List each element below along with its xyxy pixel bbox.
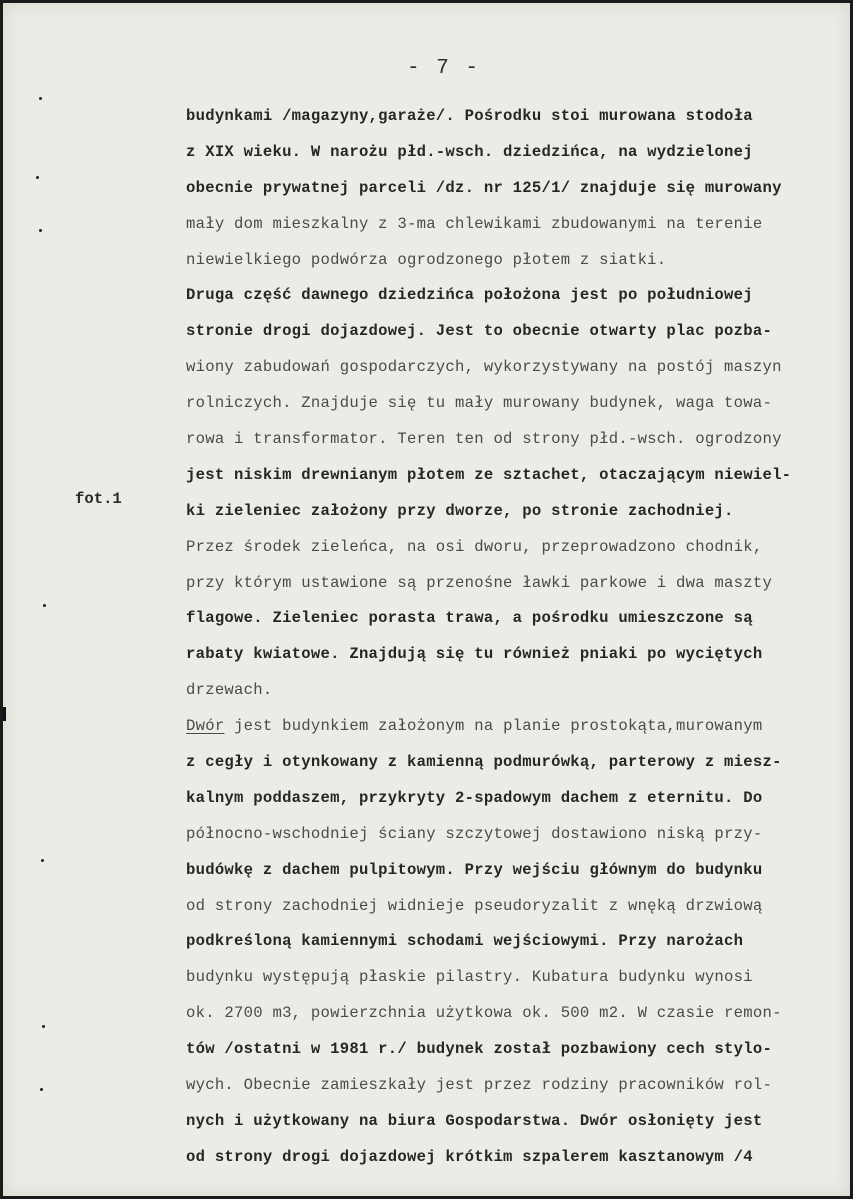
- text-line: z cegły i otynkowany z kamienną podmurówką, parterowy z miesz-: [186, 753, 782, 772]
- text-line: mały dom mieszkalny z 3-ma chlewikami zbudowanymi na terenie: [186, 214, 763, 233]
- text-line: budynkami /magazyny,garaże/. Pośrodku stoi murowana stodoła: [186, 107, 753, 125]
- scan-speck: [40, 1088, 43, 1091]
- typed-body-text: [186, 99, 846, 1176]
- typed-page: [3, 3, 850, 1196]
- text-line: jest niskim drewnianym płotem ze sztachet, otaczającym niewiel-: [186, 465, 792, 484]
- text-line: ok. 2700 m3, powierzchnia użytkowa ok. 500 m2. W czasie remon-: [186, 1004, 782, 1023]
- text-line: budówkę z dachem pulpitowym. Przy wejściu głównym do budynku: [186, 860, 763, 879]
- text-line: rowa i transformator. Teren ten od strony płd.-wsch. ogrodzony: [186, 430, 782, 449]
- text-line-dwor: [186, 709, 846, 745]
- text-line: budynku występują płaskie pilastry. Kubatura budynku wynosi: [186, 968, 753, 987]
- scan-speck: [39, 97, 42, 100]
- text-line: rabaty kwiatowe. Znajdują się tu również pniaki po wyciętych: [186, 645, 763, 664]
- text-line: ki zieleniec założony przy dworze, po stronie zachodniej.: [186, 501, 734, 520]
- text-line: od strony zachodniej widnieje pseudoryzalit z wnęką drzwiową: [186, 896, 763, 915]
- scan-speck: [39, 229, 42, 232]
- page-number: - 7 -: [406, 57, 480, 80]
- text-line: tów /ostatni w 1981 r./ budynek został pozbawiony cech stylo-: [186, 1040, 773, 1059]
- binding-mark: [3, 707, 6, 721]
- scan-speck: [42, 1025, 45, 1028]
- text-line: drzewach.: [186, 681, 273, 700]
- text-line: kalnym poddaszem, przykryty 2-spadowym dachem z eternitu. Do: [186, 788, 763, 807]
- margin-note-photo-reference: fot.1: [75, 490, 122, 508]
- text-line: z XIX wieku. W narożu płd.-wsch. dziedzińca, na wydzielonej: [186, 142, 753, 161]
- text-line: obecnie prywatnej parceli /dz. nr 125/1/ znajduje się murowany: [186, 178, 782, 197]
- text-line: nych i użytkowany na biura Gospodarstwa. Dwór osłonięty jest: [186, 1111, 763, 1130]
- scan-speck: [43, 604, 46, 607]
- text-line: Druga część dawnego dziedzińca położona jest po południowej: [186, 286, 753, 305]
- text-line: stronie drogi dojazdowej. Jest to obecnie otwarty plac pozba-: [186, 322, 773, 341]
- text-line: niewielkiego podwórza ogrodzonego płotem z siatki.: [186, 250, 667, 269]
- scan-speck: [36, 176, 39, 179]
- text-line: Przez środek zieleńca, na osi dworu, przeprowadzono chodnik,: [186, 537, 763, 556]
- text-line: flagowe. Zieleniec porasta trawa, a pośrodku umieszczone są: [186, 609, 753, 628]
- underlined-heading-word: Dwór: [186, 717, 225, 736]
- text-line: rolniczych. Znajduje się tu mały murowany budynek, waga towa-: [186, 394, 773, 413]
- text-line: wych. Obecnie zamieszkały jest przez rodziny pracowników rol-: [186, 1076, 773, 1095]
- text-line: od strony drogi dojazdowej krótkim szpalerem kasztanowym /4: [186, 1147, 753, 1166]
- text-line: podkreśloną kamiennymi schodami wejściowymi. Przy narożach: [186, 932, 744, 951]
- scan-speck: [41, 859, 44, 862]
- text-line: przy którym ustawione są przenośne ławki parkowe i dwa maszty: [186, 573, 773, 592]
- text-line-rest: jest budynkiem założonym na planie prostokąta,murowanym: [224, 717, 763, 736]
- text-line: wiony zabudowań gospodarczych, wykorzystywany na postój maszyn: [186, 358, 782, 377]
- text-line: północno-wschodniej ściany szczytowej dostawiono niską przy-: [186, 824, 763, 843]
